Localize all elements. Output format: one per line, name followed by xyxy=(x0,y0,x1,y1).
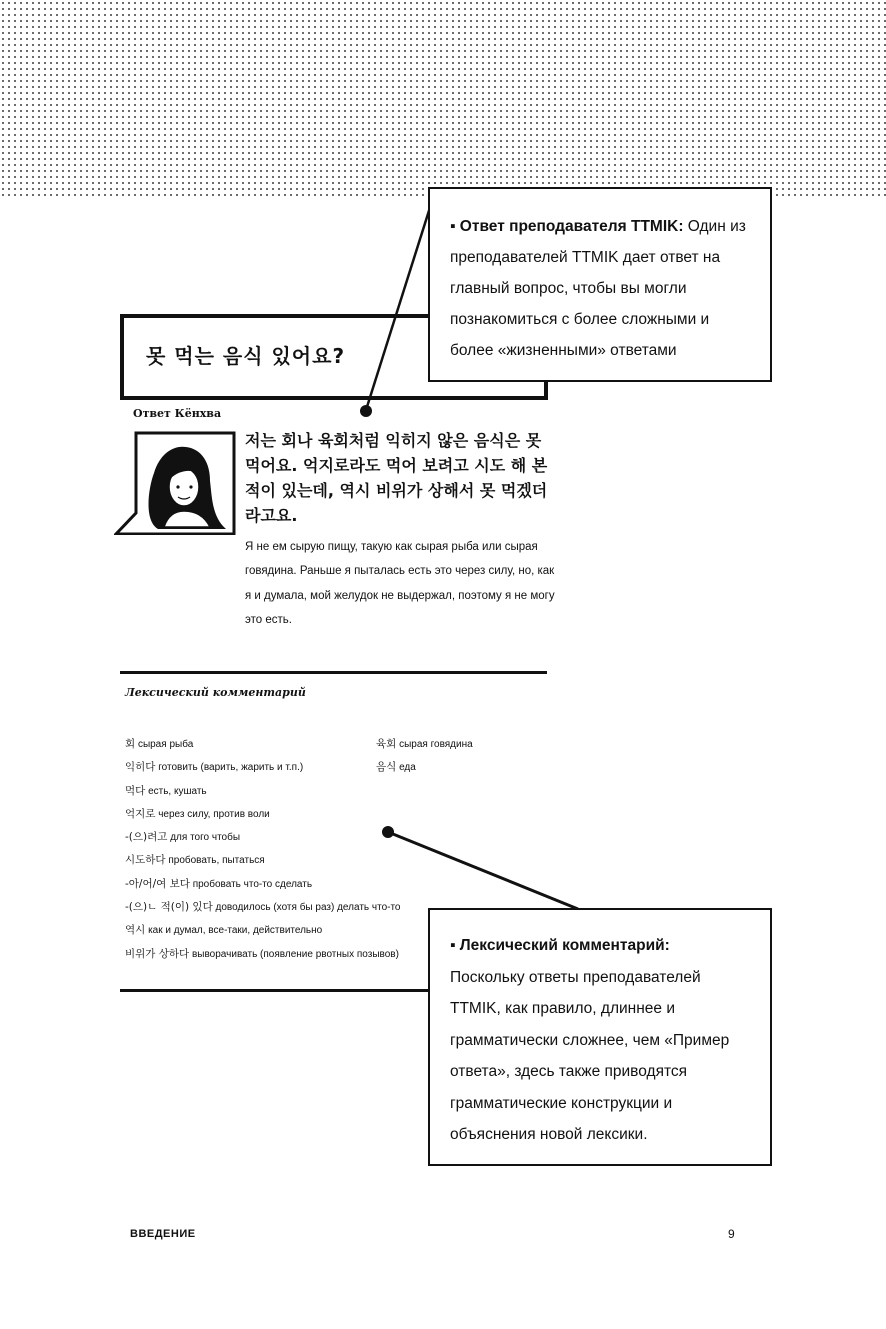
lexical-pointer-line xyxy=(388,832,578,909)
lexical-entry: 역시 как и думал, все-таки, действительно xyxy=(125,924,323,937)
lexical-entry: 억지로 через силу, против воли xyxy=(125,807,270,820)
answer-russian-text: Я не ем сырую пищу, такую как сырая рыба или сырая говядина. Раньше я пыталась есть это через силу, но, как я и думала, мой желудок не выдержал, поэтому я не могу это есть. xyxy=(245,541,555,626)
lexical-entry: 음식 еда xyxy=(376,761,416,774)
lexical-list-left xyxy=(125,733,401,966)
lexical-entry: 먹다 есть, кушать xyxy=(125,784,207,797)
avatar xyxy=(114,431,236,535)
lexical-comment-callout xyxy=(428,908,772,1166)
teacher-pointer-line xyxy=(366,198,433,410)
teacher-pointer-dot xyxy=(360,405,372,417)
lexical-list-right xyxy=(376,733,473,780)
lexical-entry: 육회 сырая говядина xyxy=(376,738,473,750)
lexical-entry: -(으)려고 для того чтобы xyxy=(125,831,241,844)
lexical-entry: -아/어/여 보다 пробовать что-то сделать xyxy=(125,877,313,890)
lexical-title: Лексический комментарий xyxy=(125,686,306,699)
lexical-callout-lead: ▪ Лексический комментарий: xyxy=(450,937,670,954)
lexical-entry: 시도하다 пробовать, пытаться xyxy=(125,854,265,867)
teacher-callout-lead: ▪ Ответ преподавателя TTMIK: xyxy=(450,218,684,235)
teacher-callout-text: Один из преподавателей TTMIK дает ответ на главный вопрос, чтобы вы могли познакомиться с более сложными и более «жизненными» ответами xyxy=(450,218,746,359)
section-divider-bottom xyxy=(120,989,430,992)
answer-label: Ответ Кёнхва xyxy=(133,407,222,420)
lexical-entry: 비위가 상하다 выворачивать (появление рвотных позывов) xyxy=(125,947,399,960)
lexical-entry: 회 сырая рыба xyxy=(125,738,194,750)
answer-korean-text: 저는 회나 육회처럼 익히지 않은 음식은 못 먹어요. 억지로라도 먹어 보려고 시도 해 본 적이 있는데, 역시 비위가 상해서 못 먹겠더라고요. xyxy=(245,431,548,525)
question-text: 못 먹는 음식 있어요? xyxy=(146,344,346,368)
page-number: 9 xyxy=(728,1227,735,1241)
footer-section-title: ВВЕДЕНИЕ xyxy=(130,1228,196,1240)
lexical-entry: 익히다 готовить (варить, жарить и т.п.) xyxy=(125,761,304,774)
teacher-answer-callout xyxy=(428,187,772,382)
section-divider-top xyxy=(120,671,547,674)
lexical-entry: -(으)ㄴ 적(이) 있다 доводилось (хотя бы раз) делать что-то xyxy=(125,901,401,914)
lexical-callout-text: Поскольку ответы преподавателей TTMIK, как правило, длиннее и грамматически сложнее, чем «Пример ответа», здесь также приводятся грамматические конструкции и объяснения новой лексики. xyxy=(450,968,730,1143)
